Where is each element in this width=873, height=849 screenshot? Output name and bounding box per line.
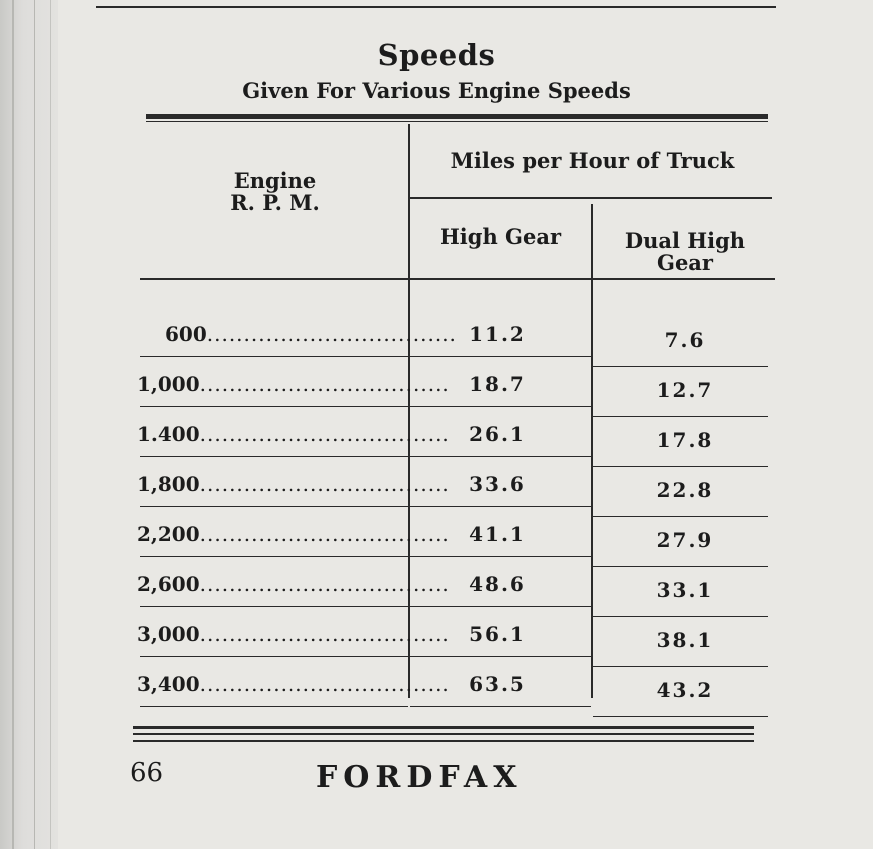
row-separator (410, 706, 591, 707)
high-gear-mph: 63.5 (469, 672, 526, 696)
dual-high-header-line1: Dual High (624, 228, 746, 253)
header-thin-rule (146, 121, 768, 122)
leader-dots: .................................. (199, 372, 450, 396)
group-underline (410, 197, 772, 199)
page-subtitle: Given For Various Engine Speeds (242, 78, 631, 103)
engine-rpm-value: 2,200 (137, 522, 200, 546)
row-separator (593, 466, 768, 467)
leader-dots: .................................. (199, 522, 450, 546)
engine-rpm-cell (137, 672, 450, 696)
dual-high-gear-mph: 22.8 (656, 478, 714, 502)
engine-rpm-value: 2,600 (137, 572, 200, 596)
engine-rpm-cell (137, 572, 450, 596)
leader-dots: .................................. (199, 572, 450, 596)
row-separator (140, 406, 408, 407)
gutter-line (34, 0, 35, 849)
engine-rpm-value: 1,800 (137, 472, 200, 496)
row-separator (593, 666, 768, 667)
dual-high-gear-header (600, 230, 770, 274)
publication-name: FORDFAX (316, 760, 523, 795)
engine-header (190, 170, 360, 214)
speed-group-header: Miles per Hour of Truck (450, 148, 735, 173)
top-rule (96, 6, 776, 8)
row-separator (140, 656, 408, 657)
leader-dots: .................................. (199, 672, 450, 696)
dual-high-gear-mph: 38.1 (656, 628, 714, 652)
row-separator (410, 606, 591, 607)
row-separator (140, 506, 408, 507)
row-separator (140, 606, 408, 607)
high-gear-mph: 26.1 (469, 422, 526, 446)
high-gear-mph: 41.1 (469, 522, 526, 546)
dual-high-header-line2: Gear (657, 250, 713, 276)
page-title: Speeds (377, 38, 496, 72)
row-separator (410, 506, 591, 507)
gutter-line (50, 0, 51, 849)
high-gear-mph: 18.7 (469, 372, 526, 396)
dual-high-gear-mph: 27.9 (656, 528, 714, 552)
row-separator (593, 516, 768, 517)
column-divider-engine (408, 124, 410, 698)
header-heavy-rule (146, 114, 768, 119)
high-gear-mph: 56.1 (469, 622, 526, 646)
row-separator (593, 416, 768, 417)
engine-rpm-cell (137, 422, 450, 446)
dual-high-gear-mph: 17.8 (656, 428, 714, 452)
engine-header-line1: Engine (233, 168, 317, 193)
leader-dots: .................................. (199, 622, 450, 646)
engine-rpm-cell (137, 472, 450, 496)
row-separator (410, 356, 591, 357)
header-bottom-rule (140, 278, 775, 280)
leader-dots: .................................. (199, 472, 450, 496)
dual-high-gear-mph: 33.1 (656, 578, 714, 602)
page-number: 66 (130, 758, 164, 788)
high-gear-mph: 33.6 (469, 472, 526, 496)
row-separator (140, 706, 408, 707)
row-separator (593, 616, 768, 617)
leader-dots: .................................. (199, 422, 450, 446)
row-separator (410, 456, 591, 457)
row-separator (140, 556, 408, 557)
engine-rpm-value: 3,400 (137, 672, 200, 696)
dual-high-gear-mph: 12.7 (656, 378, 714, 402)
engine-rpm-value: 1,000 (137, 372, 200, 396)
footer-rule-third (133, 740, 754, 742)
row-separator (410, 656, 591, 657)
row-separator (593, 566, 768, 567)
row-separator (410, 556, 591, 557)
row-separator (410, 406, 591, 407)
dual-high-gear-mph: 7.6 (664, 328, 706, 352)
footer-rule-thick (133, 726, 754, 729)
leader-dots: .................................. (206, 322, 457, 346)
engine-rpm-value: 1.400 (137, 422, 200, 446)
dual-high-gear-mph: 43.2 (656, 678, 714, 702)
engine-header-line2: R. P. M. (230, 190, 320, 216)
engine-rpm-cell (137, 622, 450, 646)
engine-rpm-value: 600 (165, 322, 207, 346)
high-gear-mph: 48.6 (469, 572, 526, 596)
high-gear-header: High Gear (439, 224, 562, 249)
engine-rpm-cell (137, 372, 450, 396)
high-gear-mph: 11.2 (469, 322, 526, 346)
row-separator (140, 356, 408, 357)
book-gutter (0, 0, 58, 849)
engine-rpm-cell (137, 522, 450, 546)
gutter-line (12, 0, 14, 849)
footer-rule-thin (133, 733, 754, 735)
row-separator (593, 366, 768, 367)
engine-rpm-value: 3,000 (137, 622, 200, 646)
engine-rpm-cell (137, 322, 457, 346)
row-separator (140, 456, 408, 457)
row-separator (593, 716, 768, 717)
